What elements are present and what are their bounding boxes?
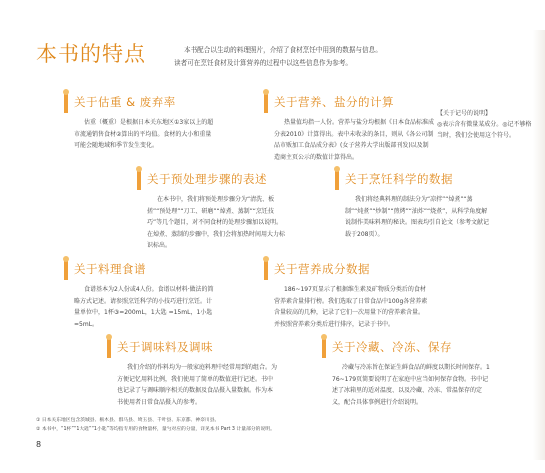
section-body: 食谱基本为2人份或4人份。食谱以材料·做法的简略方式记述。请参照烹饪科学的小技巧进行烹饪。计量单位中，1杯③=200mL，1大匙 =15mL，1小匙 =5mL。 xyxy=(74,286,214,328)
accent-bar xyxy=(107,338,111,358)
section-body: 我们介绍的作料均为一般家庭料理中经常用到的组合。为方便记忆用料比例，我们使用了简单的数值进行记述。书中也记录了与调味顺序相关的数据及食品摄入量数据。作为本书使用者日常食品摄入的参考。 xyxy=(117,364,278,406)
legend-body: ◎表示含有微量某成分。◎记不够格当时，我们会使用这个符号。 xyxy=(437,121,532,139)
section-science xyxy=(335,170,490,240)
section-header xyxy=(264,93,434,113)
section-title: 关于冷藏、冷冻、保存 xyxy=(332,340,452,354)
accent-dot xyxy=(63,89,69,95)
footnotes xyxy=(36,416,536,434)
accent-dot xyxy=(136,166,142,172)
section-prep xyxy=(137,170,287,252)
section-title: 关于估重 & 废弃率 xyxy=(74,95,176,109)
section-title: 关于调味料及调味 xyxy=(117,340,213,354)
section-body: 冷藏与冷冻旨在保证生鲜食品的鲜度以期长时间保存。176~179页简要说明了在家庭中应当如何保存食物。书中记述了冰箱里的适对温度、以及冷藏、冷冻、常温保存的定义，配合具体事例进行介绍说明。 xyxy=(332,364,490,406)
section-header xyxy=(322,338,492,358)
footnote: ② 本书中，“1杯”“1大匙”“1小匙”等均指专用的食物量杯，量勺对应的分量，详见本书 Part 3 计量部分的说明。 xyxy=(36,427,275,432)
section-title: 关于营养、盐分的计算 xyxy=(274,95,394,109)
section-header xyxy=(335,170,490,190)
section-title: 关于料理食谱 xyxy=(74,262,146,276)
accent-dot xyxy=(106,334,112,340)
accent-bar xyxy=(264,93,268,113)
page-title: 本书的特点 xyxy=(36,42,146,66)
section-header xyxy=(64,93,214,113)
legend-title: 【关于记号的说明】 xyxy=(437,110,492,117)
section-recipe xyxy=(64,260,214,330)
section-header xyxy=(137,170,287,190)
accent-dot xyxy=(63,256,69,262)
section-header xyxy=(107,338,277,358)
section-header xyxy=(64,260,214,280)
page-edge-shadow xyxy=(533,30,545,460)
section-body: 186~197页显示了根据维生素及矿物质分类后的食材营养素含量排行榜。我们选取了日常食品中100g各营养素含量较高的几种，记录了它们一次用量下的营养素含量。并按照营养素分类后进行排序，记录于书中。 xyxy=(274,286,428,328)
footnote: ① 日本关东地区包含茨城县、栃木县、群马县、埼玉县、千叶县、东京都、神奈川县。 xyxy=(36,418,220,423)
section-storage xyxy=(322,338,492,408)
accent-bar xyxy=(64,93,68,113)
accent-dot xyxy=(321,334,327,340)
section-seasoning xyxy=(107,338,277,408)
intro-line: 读者可在烹饪食材及计算营养的过程中以这些信息作为参考。 xyxy=(174,59,353,67)
intro-line: 本书配合以生动的料理照片，介绍了食材烹饪中用到的数据与信息。 xyxy=(184,46,382,54)
accent-bar xyxy=(64,260,68,280)
intro-text xyxy=(174,44,504,70)
section-header xyxy=(264,260,429,280)
page-number: 8 xyxy=(36,440,42,449)
accent-dot xyxy=(334,166,340,172)
section-nutrient-data xyxy=(264,260,429,330)
section-title: 关于营养成分数据 xyxy=(274,262,370,276)
section-nutrition xyxy=(264,93,434,163)
section-body: 热量值均指一人份。营养与盐分均根据《日本食品标准成分表2010》计算得出。表中未收录的条目，则从《各公司制品市贩加工食品成分表》(女子营养大学出版部刊发)以及制造商主页公示的数值计算得出。 xyxy=(274,119,435,161)
section-estimate xyxy=(64,93,214,152)
accent-bar xyxy=(322,338,326,358)
symbol-legend xyxy=(437,108,537,141)
accent-bar xyxy=(137,170,141,190)
section-body: 我们将经典料理的制法分为“凉拌”“焯煮”“蒸制”“炖煮”“炒制”“煎烤”“油炸”“烧煮”，从科学角度解说制作美味料理的秘诀。图表均引自论文（参考文献记载于208页）。 xyxy=(345,196,490,238)
accent-dot xyxy=(263,256,269,262)
accent-dot xyxy=(263,89,269,95)
section-title: 关于预处理步骤的表述 xyxy=(147,172,267,186)
section-body: 估重（概重）是根据日本关东地区①3家以上的超市流通销售食材②算出的平均值。食材的大小和重量可能会随地域和季节发生变化。 xyxy=(74,119,214,150)
accent-bar xyxy=(264,260,268,280)
section-title: 关于烹饪科学的数据 xyxy=(345,172,453,186)
section-body: 在本书中，我们将预处理步骤分为“清洗、板搓”“预处理”“刀工、研磨”“焯煮、蒸制”“烹饪技巧”等几个题目，对不同食材的处理步骤加以说明。在焯煮、蒸制的步骤中，我们会将加热时间用大力标识标出。 xyxy=(147,196,286,250)
accent-bar xyxy=(335,170,339,190)
